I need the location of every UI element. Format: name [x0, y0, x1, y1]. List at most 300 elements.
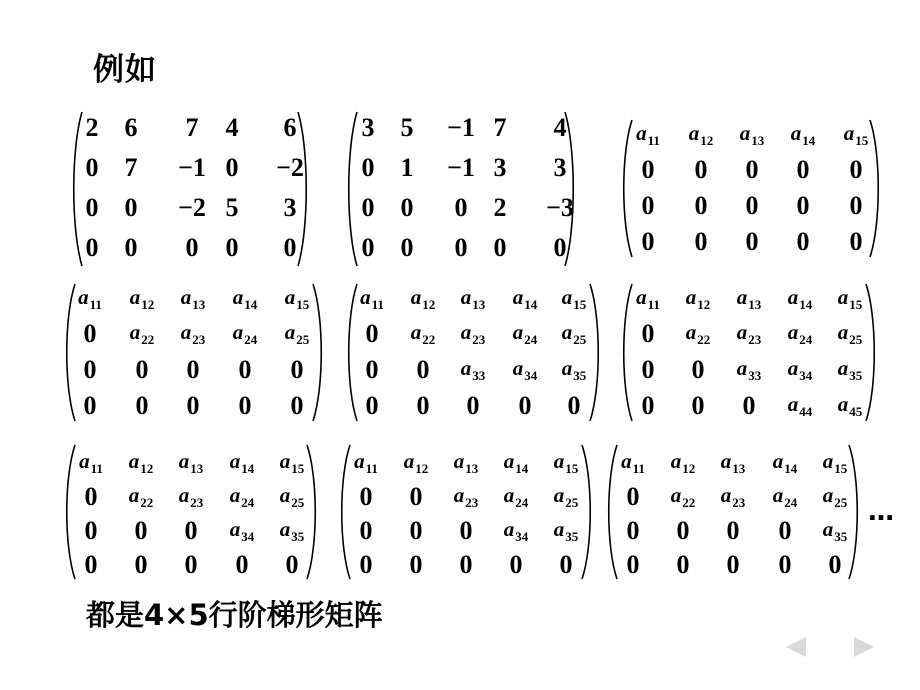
matrix-entry: −1 — [178, 153, 206, 182]
matrix-entry: 0 — [694, 155, 708, 184]
entry-symbol: a — [553, 483, 565, 507]
matrix-entry: 0 — [84, 516, 98, 545]
entry-subscript: 11 — [371, 297, 384, 312]
matrix-entry: 0 — [359, 550, 373, 579]
entry-symbol: a — [453, 449, 465, 473]
entry-symbol: a — [787, 285, 799, 309]
entry-symbol: a — [772, 449, 784, 473]
matrix-entry: 0 — [365, 319, 379, 348]
matrix-entry: 0 — [559, 550, 573, 579]
entry-subscript: 14 — [244, 297, 258, 312]
matrix-entry: 0 — [466, 391, 480, 420]
entry-subscript: 25 — [291, 495, 305, 510]
matrix-entry — [740, 123, 765, 147]
entry-symbol: a — [685, 320, 697, 344]
matrix-entry: 0 — [509, 550, 523, 579]
ellipsis: … — [868, 497, 893, 527]
matrix-entry: 0 — [361, 193, 375, 222]
entry-subscript: 25 — [573, 332, 587, 347]
right-paren — [590, 284, 598, 421]
entry-symbol: a — [180, 285, 192, 309]
caption: 都是4×5行阶梯形矩阵 — [86, 598, 383, 632]
matrix-entry: 0 — [359, 482, 373, 511]
entry-symbol: a — [621, 449, 632, 473]
entry-symbol: a — [410, 320, 422, 344]
matrix-entry: 0 — [626, 516, 640, 545]
entry-symbol: a — [561, 356, 573, 380]
matrix-entry: 0 — [641, 227, 655, 256]
entry-symbol: a — [178, 449, 190, 473]
entry-subscript: 22 — [140, 495, 154, 510]
entry-symbol: a — [279, 449, 291, 473]
matrix-entry — [686, 322, 711, 346]
matrix-entry: 0 — [134, 516, 148, 545]
matrix-entry: 6 — [124, 113, 138, 142]
matrix-5 — [345, 282, 602, 423]
entry-subscript: 13 — [472, 297, 486, 312]
matrix-entry: 3 — [361, 113, 375, 142]
matrix-entry: 0 — [83, 391, 97, 420]
matrix-entry — [838, 394, 863, 418]
entry-symbol: a — [232, 320, 244, 344]
matrix-2 — [345, 110, 577, 268]
entry-symbol: a — [129, 320, 141, 344]
matrix-entry: 3 — [283, 193, 297, 222]
entry-subscript: 23 — [190, 495, 204, 510]
entry-symbol: a — [736, 356, 748, 380]
matrix-entry — [411, 322, 436, 346]
matrix-entry: 0 — [184, 550, 198, 579]
matrix-entry: 0 — [459, 516, 473, 545]
entry-subscript: 15 — [296, 297, 310, 312]
matrix-entry — [721, 485, 746, 509]
matrix-entry: 0 — [641, 191, 655, 220]
matrix-entry: 0 — [135, 391, 149, 420]
entry-subscript: 12 — [415, 461, 429, 476]
entry-subscript: 15 — [573, 297, 587, 312]
matrix-entry: 0 — [518, 391, 532, 420]
matrix-entry: 0 — [828, 550, 842, 579]
entry-subscript: 12 — [697, 297, 711, 312]
entry-subscript: 12 — [141, 297, 155, 312]
matrix-entry — [130, 287, 155, 311]
entry-subscript: 15 — [855, 133, 869, 148]
matrix-entry: 0 — [745, 155, 759, 184]
matrix-entry: 0 — [849, 155, 863, 184]
matrix-entry — [788, 322, 813, 346]
entry-subscript: 14 — [241, 461, 255, 476]
matrix-entry — [233, 287, 258, 311]
entry-symbol: a — [561, 285, 573, 309]
matrix-entry: 0 — [186, 391, 200, 420]
left-paren — [349, 112, 357, 266]
matrix-entry — [79, 451, 103, 475]
matrix-entry: 5 — [400, 113, 414, 142]
entry-symbol: a — [720, 483, 732, 507]
entry-subscript: 25 — [296, 332, 310, 347]
matrix-entry: 0 — [849, 191, 863, 220]
entry-subscript: 33 — [472, 368, 486, 383]
entry-subscript: 22 — [141, 332, 155, 347]
matrix-entry — [179, 485, 204, 509]
matrix-entry: 0 — [290, 355, 304, 384]
matrix-entry: 0 — [796, 191, 810, 220]
matrix-entry: −2 — [276, 153, 304, 182]
matrix-entry — [791, 123, 816, 147]
entry-symbol: a — [128, 449, 140, 473]
matrix-entry: 1 — [400, 153, 414, 182]
matrix-entry — [823, 451, 848, 475]
matrix-entry: 0 — [83, 319, 97, 348]
right-paren — [298, 112, 306, 266]
matrix-entry — [513, 287, 538, 311]
entry-symbol: a — [460, 320, 472, 344]
matrix-entry — [721, 451, 746, 475]
right-paren — [582, 445, 590, 579]
matrix-entry: −1 — [447, 153, 475, 182]
entry-symbol: a — [636, 121, 647, 145]
left-paren — [74, 112, 82, 266]
left-paren — [624, 284, 632, 421]
matrix-entry: 3 — [493, 153, 507, 182]
matrix-entry — [554, 451, 579, 475]
matrix-entry: 0 — [365, 355, 379, 384]
entry-subscript: 35 — [849, 368, 863, 383]
entry-symbol: a — [553, 517, 565, 541]
matrix-entry — [454, 485, 479, 509]
entry-symbol: a — [78, 285, 89, 309]
entry-symbol: a — [79, 449, 90, 473]
matrix-entry: 5 — [225, 193, 239, 222]
matrix-entry: 0 — [83, 355, 97, 384]
entry-subscript: 11 — [647, 133, 660, 148]
entry-subscript: 13 — [192, 297, 206, 312]
matrix-entry: 0 — [745, 191, 759, 220]
matrix-entry: 0 — [676, 550, 690, 579]
entry-subscript: 22 — [422, 332, 436, 347]
matrix-entry — [230, 485, 255, 509]
matrix-entry: 0 — [641, 391, 655, 420]
matrix-7 — [63, 443, 319, 581]
matrix-entry: 0 — [185, 233, 199, 262]
matrix-entry: 0 — [641, 319, 655, 348]
entry-symbol: a — [229, 483, 241, 507]
matrix-entry — [280, 485, 305, 509]
matrix-entry: 0 — [553, 233, 567, 262]
entry-subscript: 14 — [515, 461, 529, 476]
matrix-entry: 0 — [567, 391, 581, 420]
matrix-entry — [513, 358, 538, 382]
entry-symbol: a — [736, 285, 748, 309]
entry-subscript: 11 — [90, 461, 103, 476]
matrix-entry — [504, 519, 529, 543]
entry-symbol: a — [670, 483, 682, 507]
matrix-entry: 0 — [85, 193, 99, 222]
entry-symbol: a — [503, 449, 515, 473]
entry-subscript: 13 — [190, 461, 204, 476]
left-paren — [67, 284, 75, 421]
entry-subscript: 24 — [244, 332, 258, 347]
entry-symbol: a — [787, 356, 799, 380]
matrix-entry: 0 — [235, 550, 249, 579]
entry-subscript: 34 — [524, 368, 538, 383]
entry-subscript: 13 — [732, 461, 746, 476]
entry-symbol: a — [790, 121, 802, 145]
entry-subscript: 35 — [291, 529, 305, 544]
matrix-entry — [179, 451, 204, 475]
matrix-entry: 0 — [84, 482, 98, 511]
entry-subscript: 14 — [802, 133, 816, 148]
matrix-entry — [280, 519, 305, 543]
triangle-right-icon[interactable] — [852, 636, 876, 658]
matrix-entry — [130, 322, 155, 346]
entry-subscript: 35 — [834, 529, 848, 544]
matrix-entry — [78, 287, 102, 311]
entry-symbol: a — [843, 121, 855, 145]
matrix-entry — [823, 519, 848, 543]
matrix-entry: 0 — [745, 227, 759, 256]
matrix-entry: 0 — [400, 233, 414, 262]
matrix-entry: 0 — [238, 355, 252, 384]
matrix-entry: 4 — [225, 113, 239, 142]
entry-symbol: a — [460, 285, 472, 309]
matrix-entry: 0 — [409, 550, 423, 579]
matrix-entry: 0 — [694, 191, 708, 220]
matrix-entry — [844, 123, 869, 147]
matrix-entry — [838, 287, 863, 311]
matrix-entry: 0 — [454, 233, 468, 262]
matrix-entry — [454, 451, 479, 475]
matrix-entry — [689, 123, 714, 147]
matrix-entry — [233, 322, 258, 346]
entry-subscript: 24 — [515, 495, 529, 510]
matrix-entry — [773, 485, 798, 509]
entry-symbol: a — [837, 285, 849, 309]
matrix-entry: 2 — [493, 193, 507, 222]
matrix-entry — [554, 485, 579, 509]
entry-subscript: 14 — [784, 461, 798, 476]
matrix-entry — [838, 322, 863, 346]
matrix-entry — [129, 451, 154, 475]
entry-subscript: 13 — [748, 297, 762, 312]
entry-subscript: 14 — [799, 297, 813, 312]
entry-symbol: a — [739, 121, 751, 145]
matrix-entry — [354, 451, 378, 475]
entry-symbol: a — [837, 320, 849, 344]
entry-subscript: 13 — [465, 461, 479, 476]
matrix-entry: 0 — [849, 227, 863, 256]
matrix-entry — [773, 451, 798, 475]
matrix-entry — [671, 485, 696, 509]
entry-symbol: a — [279, 483, 291, 507]
matrix-entry: −2 — [178, 193, 206, 222]
entry-subscript: 11 — [632, 461, 645, 476]
matrix-entry: 3 — [553, 153, 567, 182]
matrix-entry — [562, 358, 587, 382]
matrix-entry — [737, 358, 762, 382]
matrix-entry — [671, 451, 696, 475]
left-paren — [342, 445, 350, 579]
matrix-entry: 0 — [186, 355, 200, 384]
matrix-entry — [181, 322, 206, 346]
entry-symbol: a — [720, 449, 732, 473]
entry-symbol: a — [128, 483, 140, 507]
matrix-entry: 0 — [85, 153, 99, 182]
matrix-entry: 0 — [134, 550, 148, 579]
matrix-entry: 0 — [365, 391, 379, 420]
matrix-entry: 0 — [726, 516, 740, 545]
matrix-entry — [230, 519, 255, 543]
matrix-entry: 0 — [290, 391, 304, 420]
right-paren — [849, 445, 857, 579]
matrix-entry: 0 — [796, 227, 810, 256]
matrix-entry — [513, 322, 538, 346]
entry-symbol: a — [736, 320, 748, 344]
matrix-3 — [620, 118, 882, 259]
matrix-entry: 0 — [285, 550, 299, 579]
matrix-entry — [360, 287, 384, 311]
matrix-entry — [129, 485, 154, 509]
matrix-4 — [63, 282, 325, 423]
matrix-entry: 0 — [691, 355, 705, 384]
matrix-entry — [562, 287, 587, 311]
matrix-entry: 0 — [626, 550, 640, 579]
right-paren — [307, 445, 315, 579]
entry-symbol: a — [822, 483, 834, 507]
matrix-entry: 0 — [135, 355, 149, 384]
matrix-entry: 0 — [359, 516, 373, 545]
matrix-entry — [838, 358, 863, 382]
entry-subscript: 23 — [748, 332, 762, 347]
matrix-entry — [788, 358, 813, 382]
matrix-entry: 7 — [124, 153, 138, 182]
entry-symbol: a — [512, 356, 524, 380]
right-paren — [866, 284, 874, 421]
entry-subscript: 34 — [515, 529, 529, 544]
entry-symbol: a — [503, 517, 515, 541]
matrix-entry: 0 — [124, 193, 138, 222]
entry-subscript: 23 — [472, 332, 486, 347]
matrix-entry: 6 — [283, 113, 297, 142]
matrix-entry — [737, 322, 762, 346]
entry-subscript: 34 — [241, 529, 255, 544]
entry-symbol: a — [553, 449, 565, 473]
matrix-entry: 0 — [409, 482, 423, 511]
triangle-left-icon[interactable] — [784, 636, 808, 658]
matrix-entry: 4 — [553, 113, 567, 142]
entry-subscript: 12 — [700, 133, 714, 148]
entry-symbol: a — [229, 517, 241, 541]
matrix-1 — [70, 110, 310, 268]
entry-subscript: 34 — [799, 368, 813, 383]
matrix-entry: 0 — [796, 155, 810, 184]
matrix-entry — [686, 287, 711, 311]
entry-symbol: a — [688, 121, 700, 145]
entry-subscript: 44 — [799, 404, 813, 419]
entry-subscript: 23 — [465, 495, 479, 510]
heading: 例如 — [93, 52, 157, 88]
left-paren — [67, 445, 75, 579]
matrix-entry: 0 — [225, 153, 239, 182]
entry-subscript: 13 — [751, 133, 765, 148]
matrix-entry: 2 — [85, 113, 99, 142]
entry-symbol: a — [180, 320, 192, 344]
entry-symbol: a — [279, 517, 291, 541]
entry-subscript: 23 — [192, 332, 206, 347]
matrix-entry: 0 — [184, 516, 198, 545]
entry-symbol: a — [178, 483, 190, 507]
matrix-entry: 0 — [778, 516, 792, 545]
matrix-entry: 0 — [85, 233, 99, 262]
entry-subscript: 15 — [565, 461, 579, 476]
matrix-entry — [461, 322, 486, 346]
entry-subscript: 15 — [849, 297, 863, 312]
entry-symbol: a — [787, 392, 799, 416]
entry-symbol: a — [503, 483, 515, 507]
matrix-entry — [621, 451, 645, 475]
matrix-entry — [285, 287, 310, 311]
left-paren — [349, 284, 357, 421]
entry-subscript: 11 — [89, 297, 102, 312]
entry-symbol: a — [360, 285, 371, 309]
matrix-entry — [788, 394, 813, 418]
matrix-entry: 0 — [225, 233, 239, 262]
entry-symbol: a — [512, 320, 524, 344]
matrix-entry: 0 — [409, 516, 423, 545]
entry-symbol: a — [561, 320, 573, 344]
entry-symbol: a — [670, 449, 682, 473]
matrix-entry: 0 — [726, 550, 740, 579]
entry-subscript: 24 — [799, 332, 813, 347]
matrix-entry — [788, 287, 813, 311]
entry-symbol: a — [512, 285, 524, 309]
matrix-entry: 0 — [641, 355, 655, 384]
matrix-entry — [461, 358, 486, 382]
entry-subscript: 15 — [291, 461, 305, 476]
matrix-entry: −1 — [447, 113, 475, 142]
matrix-entry — [554, 519, 579, 543]
right-paren — [870, 120, 878, 257]
entry-symbol: a — [453, 483, 465, 507]
matrix-entry — [285, 322, 310, 346]
matrix-entry: 0 — [416, 355, 430, 384]
matrix-entry: 0 — [641, 155, 655, 184]
matrix-entry: 7 — [185, 113, 199, 142]
entry-symbol: a — [685, 285, 697, 309]
matrix-entry — [411, 287, 436, 311]
matrix-entry: 0 — [416, 391, 430, 420]
entry-symbol: a — [837, 392, 849, 416]
matrix-entry: 0 — [283, 233, 297, 262]
matrix-entry — [461, 287, 486, 311]
matrix-entry — [823, 485, 848, 509]
entry-subscript: 12 — [682, 461, 696, 476]
matrix-entry: 0 — [778, 550, 792, 579]
entry-symbol: a — [403, 449, 415, 473]
matrix-entry: 0 — [361, 233, 375, 262]
entry-symbol: a — [232, 285, 244, 309]
left-paren — [609, 445, 617, 579]
entry-symbol: a — [460, 356, 472, 380]
matrix-entry: 0 — [676, 516, 690, 545]
entry-subscript: 12 — [422, 297, 436, 312]
entry-subscript: 35 — [565, 529, 579, 544]
entry-subscript: 11 — [365, 461, 378, 476]
matrix-entry — [504, 485, 529, 509]
right-paren — [313, 284, 321, 421]
entry-subscript: 35 — [573, 368, 587, 383]
matrix-entry: 0 — [124, 233, 138, 262]
